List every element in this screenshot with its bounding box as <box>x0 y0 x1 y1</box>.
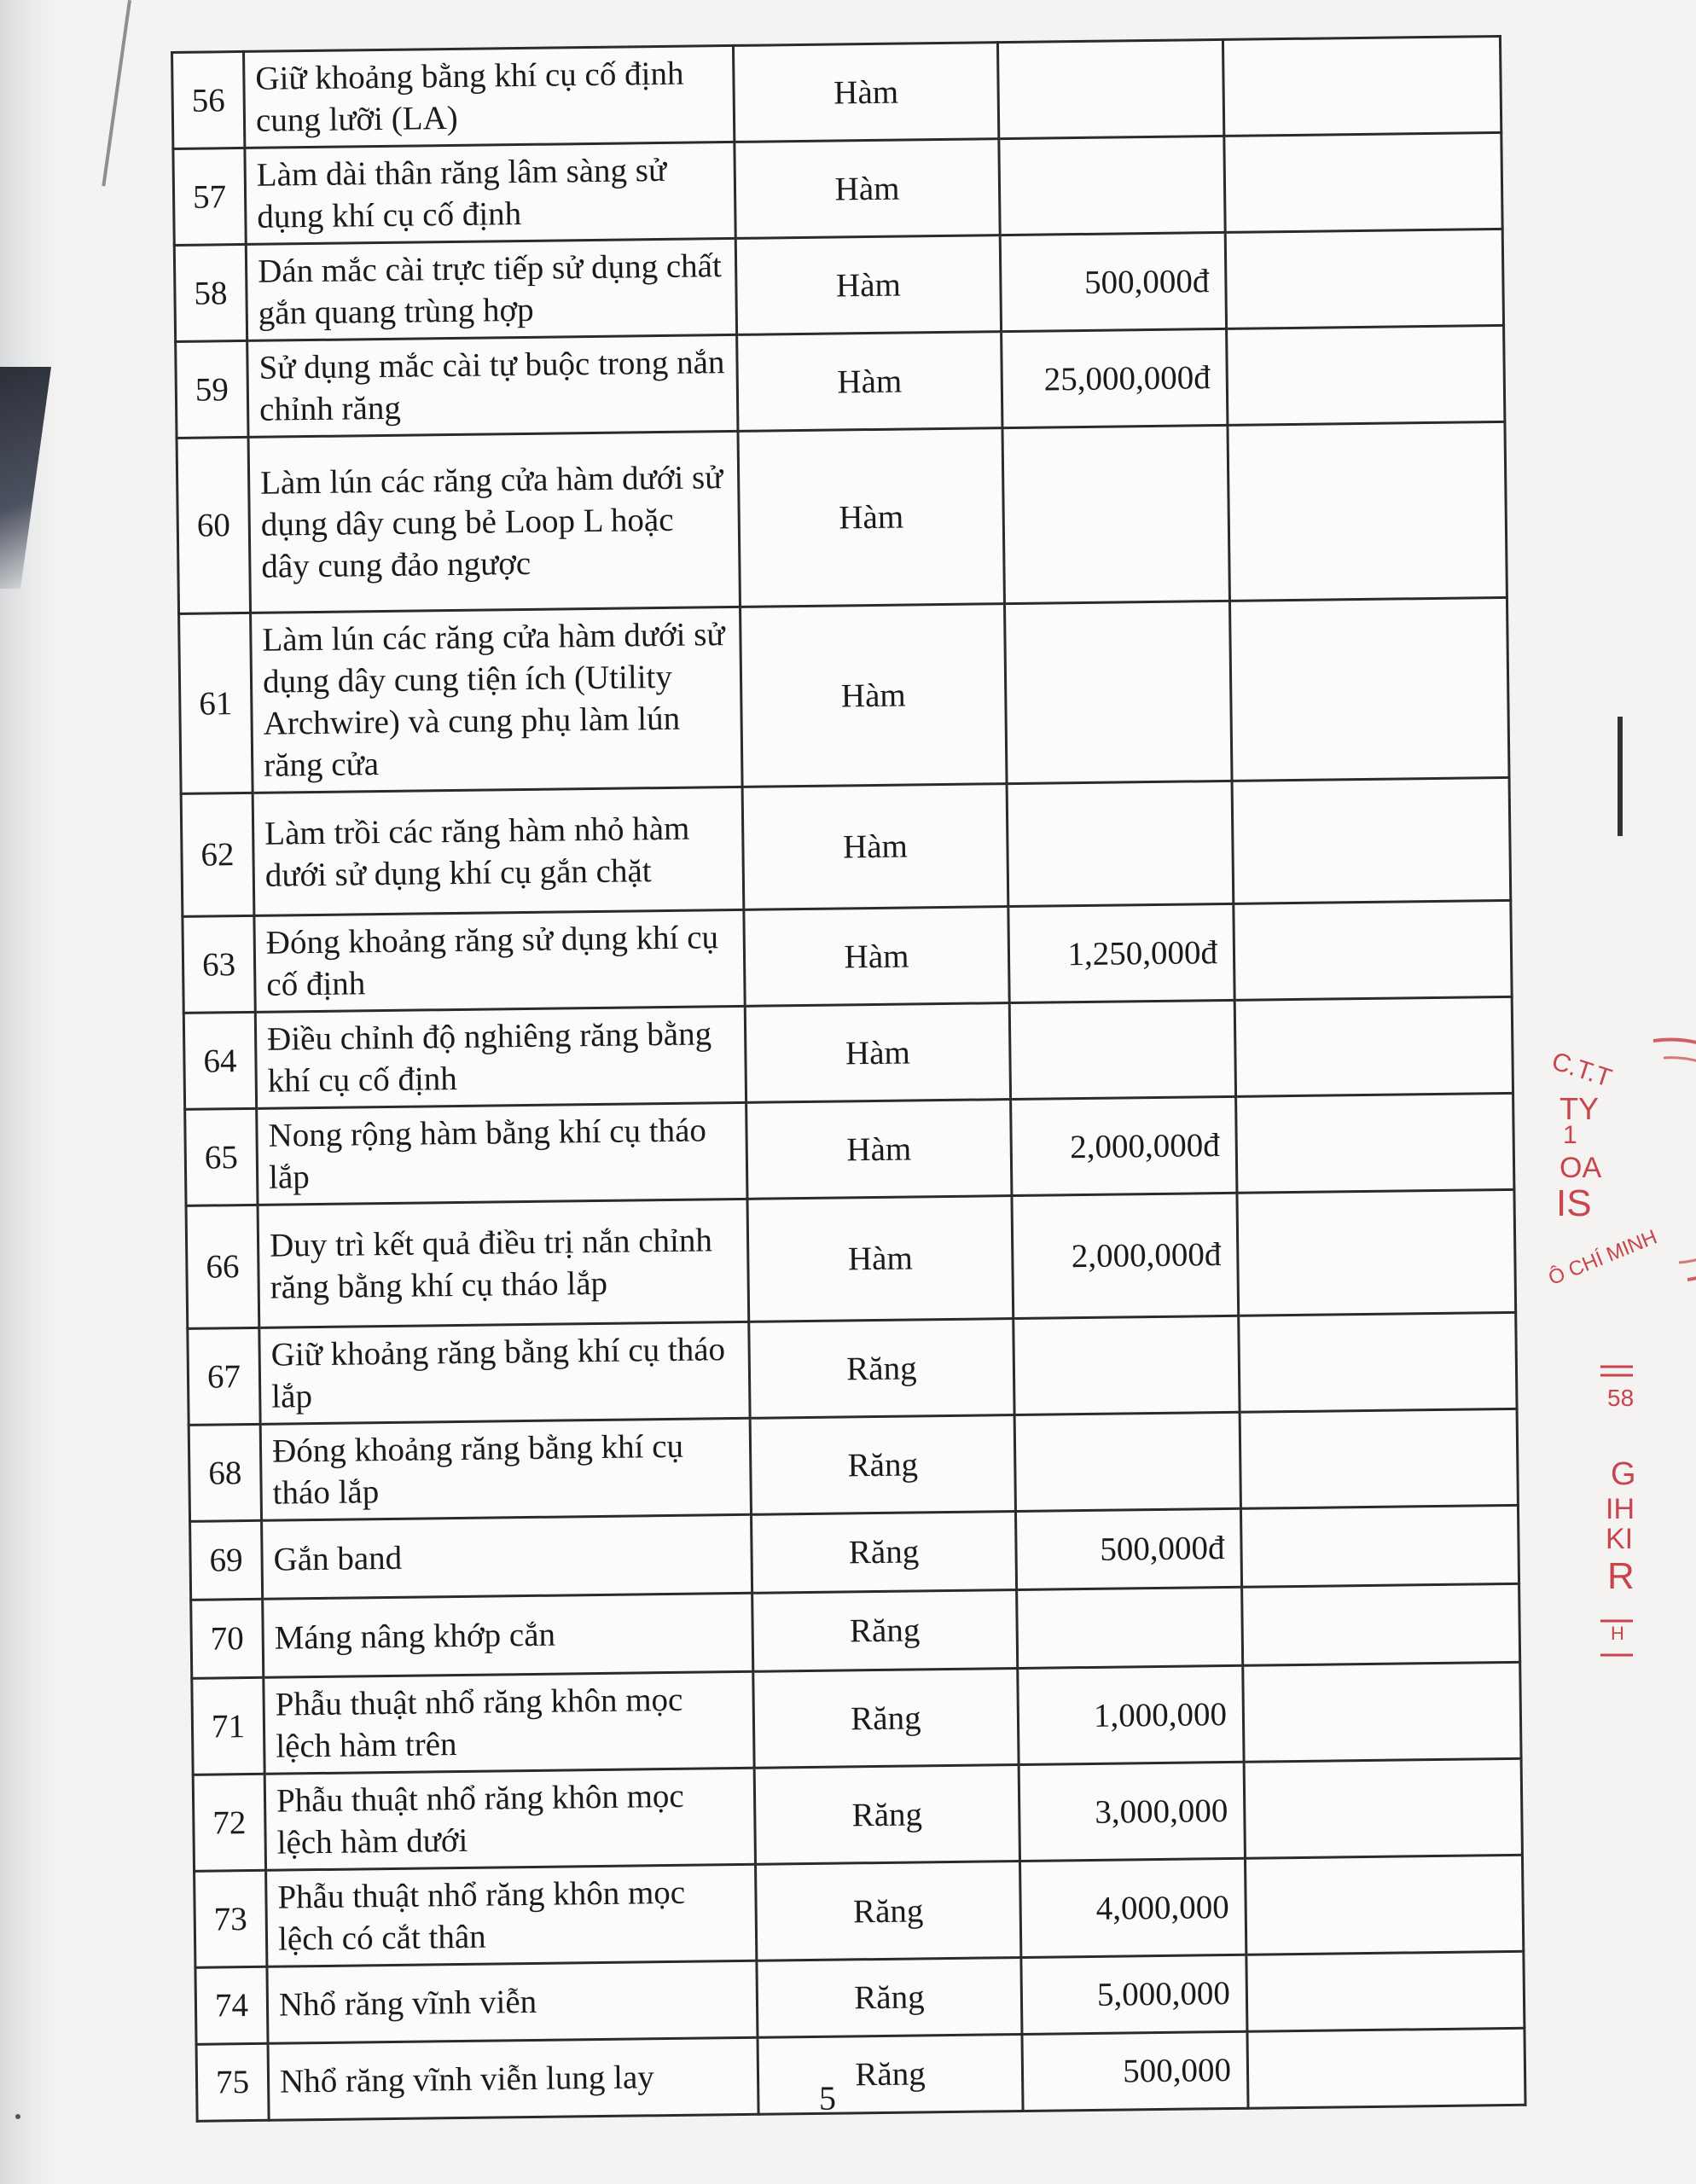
procedure-name: Phẫu thuật nhổ răng khôn mọc lệch có cắt thân <box>266 1864 757 1966</box>
stamp-fragment: G <box>1611 1456 1636 1492</box>
price: 4,000,000 <box>1019 1858 1246 1957</box>
note-cell <box>1245 1855 1523 1955</box>
unit: Răng <box>757 1957 1022 2037</box>
stamp-fragment: KI <box>1606 1523 1634 1555</box>
procedure-name: Làm lún các răng cửa hàm dưới sử dụng dây cung bẻ Loop L hoặc dây cung đảo ngược <box>248 431 740 613</box>
table-row <box>185 1093 1514 1205</box>
price <box>1009 1000 1235 1099</box>
price: 5,000,000 <box>1021 1955 1247 2034</box>
price: 500,000đ <box>1015 1508 1241 1589</box>
table-row <box>183 996 1513 1109</box>
unit: Hàm <box>738 428 1004 607</box>
unit: Hàm <box>737 332 1002 432</box>
row-number: 71 <box>192 1677 264 1774</box>
procedure-name: Nong rộng hàm bằng khí cụ tháo lắp <box>257 1102 747 1205</box>
procedure-name: Nhổ răng vĩnh viễn <box>267 1960 758 2043</box>
fold-line <box>102 0 131 186</box>
procedure-name: Duy trì kết quả điều trị nắn chỉnh răng bằng khí cụ tháo lắp <box>258 1199 749 1327</box>
note-cell <box>1234 900 1512 1000</box>
stamp-fragment: IH <box>1606 1493 1635 1525</box>
note-cell <box>1234 996 1513 1096</box>
unit: Hàm <box>744 907 1009 1007</box>
note-cell <box>1247 2028 1525 2108</box>
note-cell <box>1224 132 1502 232</box>
unit: Răng <box>753 1669 1019 1769</box>
unit: Răng <box>752 1590 1018 1672</box>
price <box>1014 1412 1240 1511</box>
price <box>999 136 1225 235</box>
unit: Hàm <box>747 1196 1014 1322</box>
row-number: 56 <box>172 51 245 148</box>
seal-fragment: IS <box>1556 1182 1592 1224</box>
price: 2,000,000đ <box>1012 1193 1239 1318</box>
table-row <box>179 597 1509 793</box>
seal-fragment: C.T.T <box>1548 1047 1616 1093</box>
row-number: 61 <box>179 613 253 793</box>
stamp-fragment: 58 <box>1607 1385 1635 1411</box>
procedure-name: Đóng khoảng răng sử dụng khí cụ cố định <box>254 909 745 1012</box>
note-cell <box>1229 597 1509 781</box>
row-number: 67 <box>188 1327 260 1425</box>
note-cell <box>1237 1189 1516 1316</box>
edge-mark <box>1618 717 1623 836</box>
procedure-name: Gắn band <box>262 1514 752 1599</box>
red-company-seal <box>1542 1024 1696 1305</box>
row-number: 64 <box>183 1012 256 1109</box>
table-row <box>193 1758 1522 1871</box>
table-row <box>172 36 1501 148</box>
row-number: 68 <box>189 1424 261 1521</box>
price: 1,000,000 <box>1018 1665 1244 1764</box>
procedure-name: Máng nâng khớp cắn <box>263 1593 753 1677</box>
unit: Hàm <box>735 139 1000 239</box>
row-number: 59 <box>176 340 248 438</box>
seal-fragment: TY <box>1560 1091 1600 1126</box>
price: 1,250,000đ <box>1008 903 1234 1002</box>
row-number: 73 <box>195 1870 267 1967</box>
page-edge-shadow <box>0 0 60 2184</box>
table-row <box>181 777 1511 916</box>
unit: Hàm <box>742 784 1008 910</box>
unit: Răng <box>750 1415 1015 1515</box>
price: 25,000,000đ <box>1002 328 1228 427</box>
red-stamp-edge <box>1595 1365 1636 1672</box>
unit: Hàm <box>741 604 1008 787</box>
note-cell <box>1228 421 1507 601</box>
procedure-name: Phẫu thuật nhổ răng khôn mọc lệch hàm trên <box>264 1671 754 1774</box>
table-row <box>177 421 1507 613</box>
price: 500,000đ <box>1000 232 1226 331</box>
table-row <box>196 2028 1525 2121</box>
table-row <box>186 1189 1516 1328</box>
row-number: 69 <box>190 1520 263 1600</box>
row-number: 70 <box>191 1599 264 1678</box>
note-cell <box>1243 1662 1521 1762</box>
note-cell <box>1242 1583 1520 1665</box>
procedure-name: Làm dài thân răng lâm sàng sử dụng khí cụ cố định <box>245 142 735 244</box>
table-row <box>174 229 1503 341</box>
note-cell <box>1240 1505 1519 1587</box>
unit: Hàm <box>733 43 998 142</box>
row-number: 66 <box>186 1205 259 1328</box>
procedure-name: Nhổ răng vĩnh viễn lung lay <box>268 2037 758 2120</box>
row-number: 75 <box>196 2043 269 2121</box>
note-cell <box>1239 1312 1517 1412</box>
price-table-container <box>171 35 1527 2123</box>
price <box>997 39 1223 138</box>
price <box>1014 1316 1240 1414</box>
row-number: 65 <box>185 1108 258 1205</box>
unit: Răng <box>752 1512 1017 1594</box>
table-row <box>176 325 1505 438</box>
procedure-name: Giữ khoảng răng bằng khí cụ tháo lắp <box>259 1321 750 1424</box>
note-cell <box>1240 1409 1518 1508</box>
seal-fragment: 1 <box>1563 1121 1577 1149</box>
price <box>1007 781 1234 906</box>
price: 3,000,000 <box>1019 1762 1245 1861</box>
row-number: 60 <box>177 437 251 613</box>
procedure-name: Đóng khoảng răng bằng khí cụ tháo lắp <box>260 1418 751 1520</box>
price <box>1002 425 1229 603</box>
unit: Răng <box>758 2034 1023 2114</box>
note-cell <box>1223 36 1501 136</box>
unit: Răng <box>749 1319 1014 1419</box>
procedure-name: Điều chỉnh độ nghiêng răng bằng khí cụ cố định <box>255 1006 746 1108</box>
note-cell <box>1236 1093 1514 1193</box>
page-number: 5 <box>819 2079 836 2117</box>
unit: Hàm <box>745 1003 1010 1103</box>
procedure-name: Dán mắc cài trực tiếp sử dụng chất gắn quang trùng hợp <box>246 238 736 340</box>
stamp-fragment: H <box>1611 1623 1624 1644</box>
procedure-name: Giữ khoảng bằng khí cụ cố định cung lưỡi (LA) <box>244 45 735 148</box>
table-body <box>172 36 1526 2121</box>
row-number: 62 <box>181 793 254 916</box>
note-cell <box>1227 325 1505 425</box>
stamp-fragment: R <box>1607 1555 1635 1597</box>
row-number: 63 <box>183 915 255 1013</box>
unit: Hàm <box>746 1100 1012 1199</box>
procedure-name: Sử dụng mắc cài tự buộc trong nắn chỉnh răng <box>247 334 738 437</box>
note-cell <box>1225 229 1503 328</box>
price-table <box>171 35 1527 2123</box>
price <box>1017 1587 1243 1668</box>
unit: Răng <box>754 1765 1019 1865</box>
note-cell <box>1244 1758 1522 1858</box>
price: 2,000,000đ <box>1011 1096 1237 1195</box>
row-number: 57 <box>173 148 246 245</box>
row-number: 74 <box>195 1966 268 2044</box>
table-row <box>183 900 1512 1013</box>
note-cell <box>1232 777 1511 903</box>
table-row <box>173 132 1502 245</box>
procedure-name: Phẫu thuật nhổ răng khôn mọc lệch hàm dưới <box>264 1768 755 1870</box>
row-number: 58 <box>174 244 247 341</box>
table-row <box>195 1855 1524 1967</box>
unit: Hàm <box>735 235 1001 335</box>
table-row <box>192 1662 1521 1774</box>
procedure-name: Làm trồi các răng hàm nhỏ hàm dưới sử dụng khí cụ gắn chặt <box>253 787 744 915</box>
table-row <box>189 1409 1518 1521</box>
speck <box>15 2114 20 2119</box>
table-row <box>188 1312 1517 1425</box>
unit: Răng <box>756 1861 1021 1960</box>
seal-fragment: Ô CHÍ MINH <box>1545 1225 1661 1291</box>
note-cell <box>1246 1951 1525 2031</box>
price <box>1004 601 1232 783</box>
row-number: 72 <box>193 1774 265 1871</box>
seal-fragment: OA <box>1560 1152 1602 1184</box>
procedure-name: Làm lún các răng cửa hàm dưới sử dụng dây cung tiện ích (Utility Archwire) và cung phụ làm lún răng cửa <box>251 607 743 793</box>
price: 500,000 <box>1022 2031 1248 2111</box>
